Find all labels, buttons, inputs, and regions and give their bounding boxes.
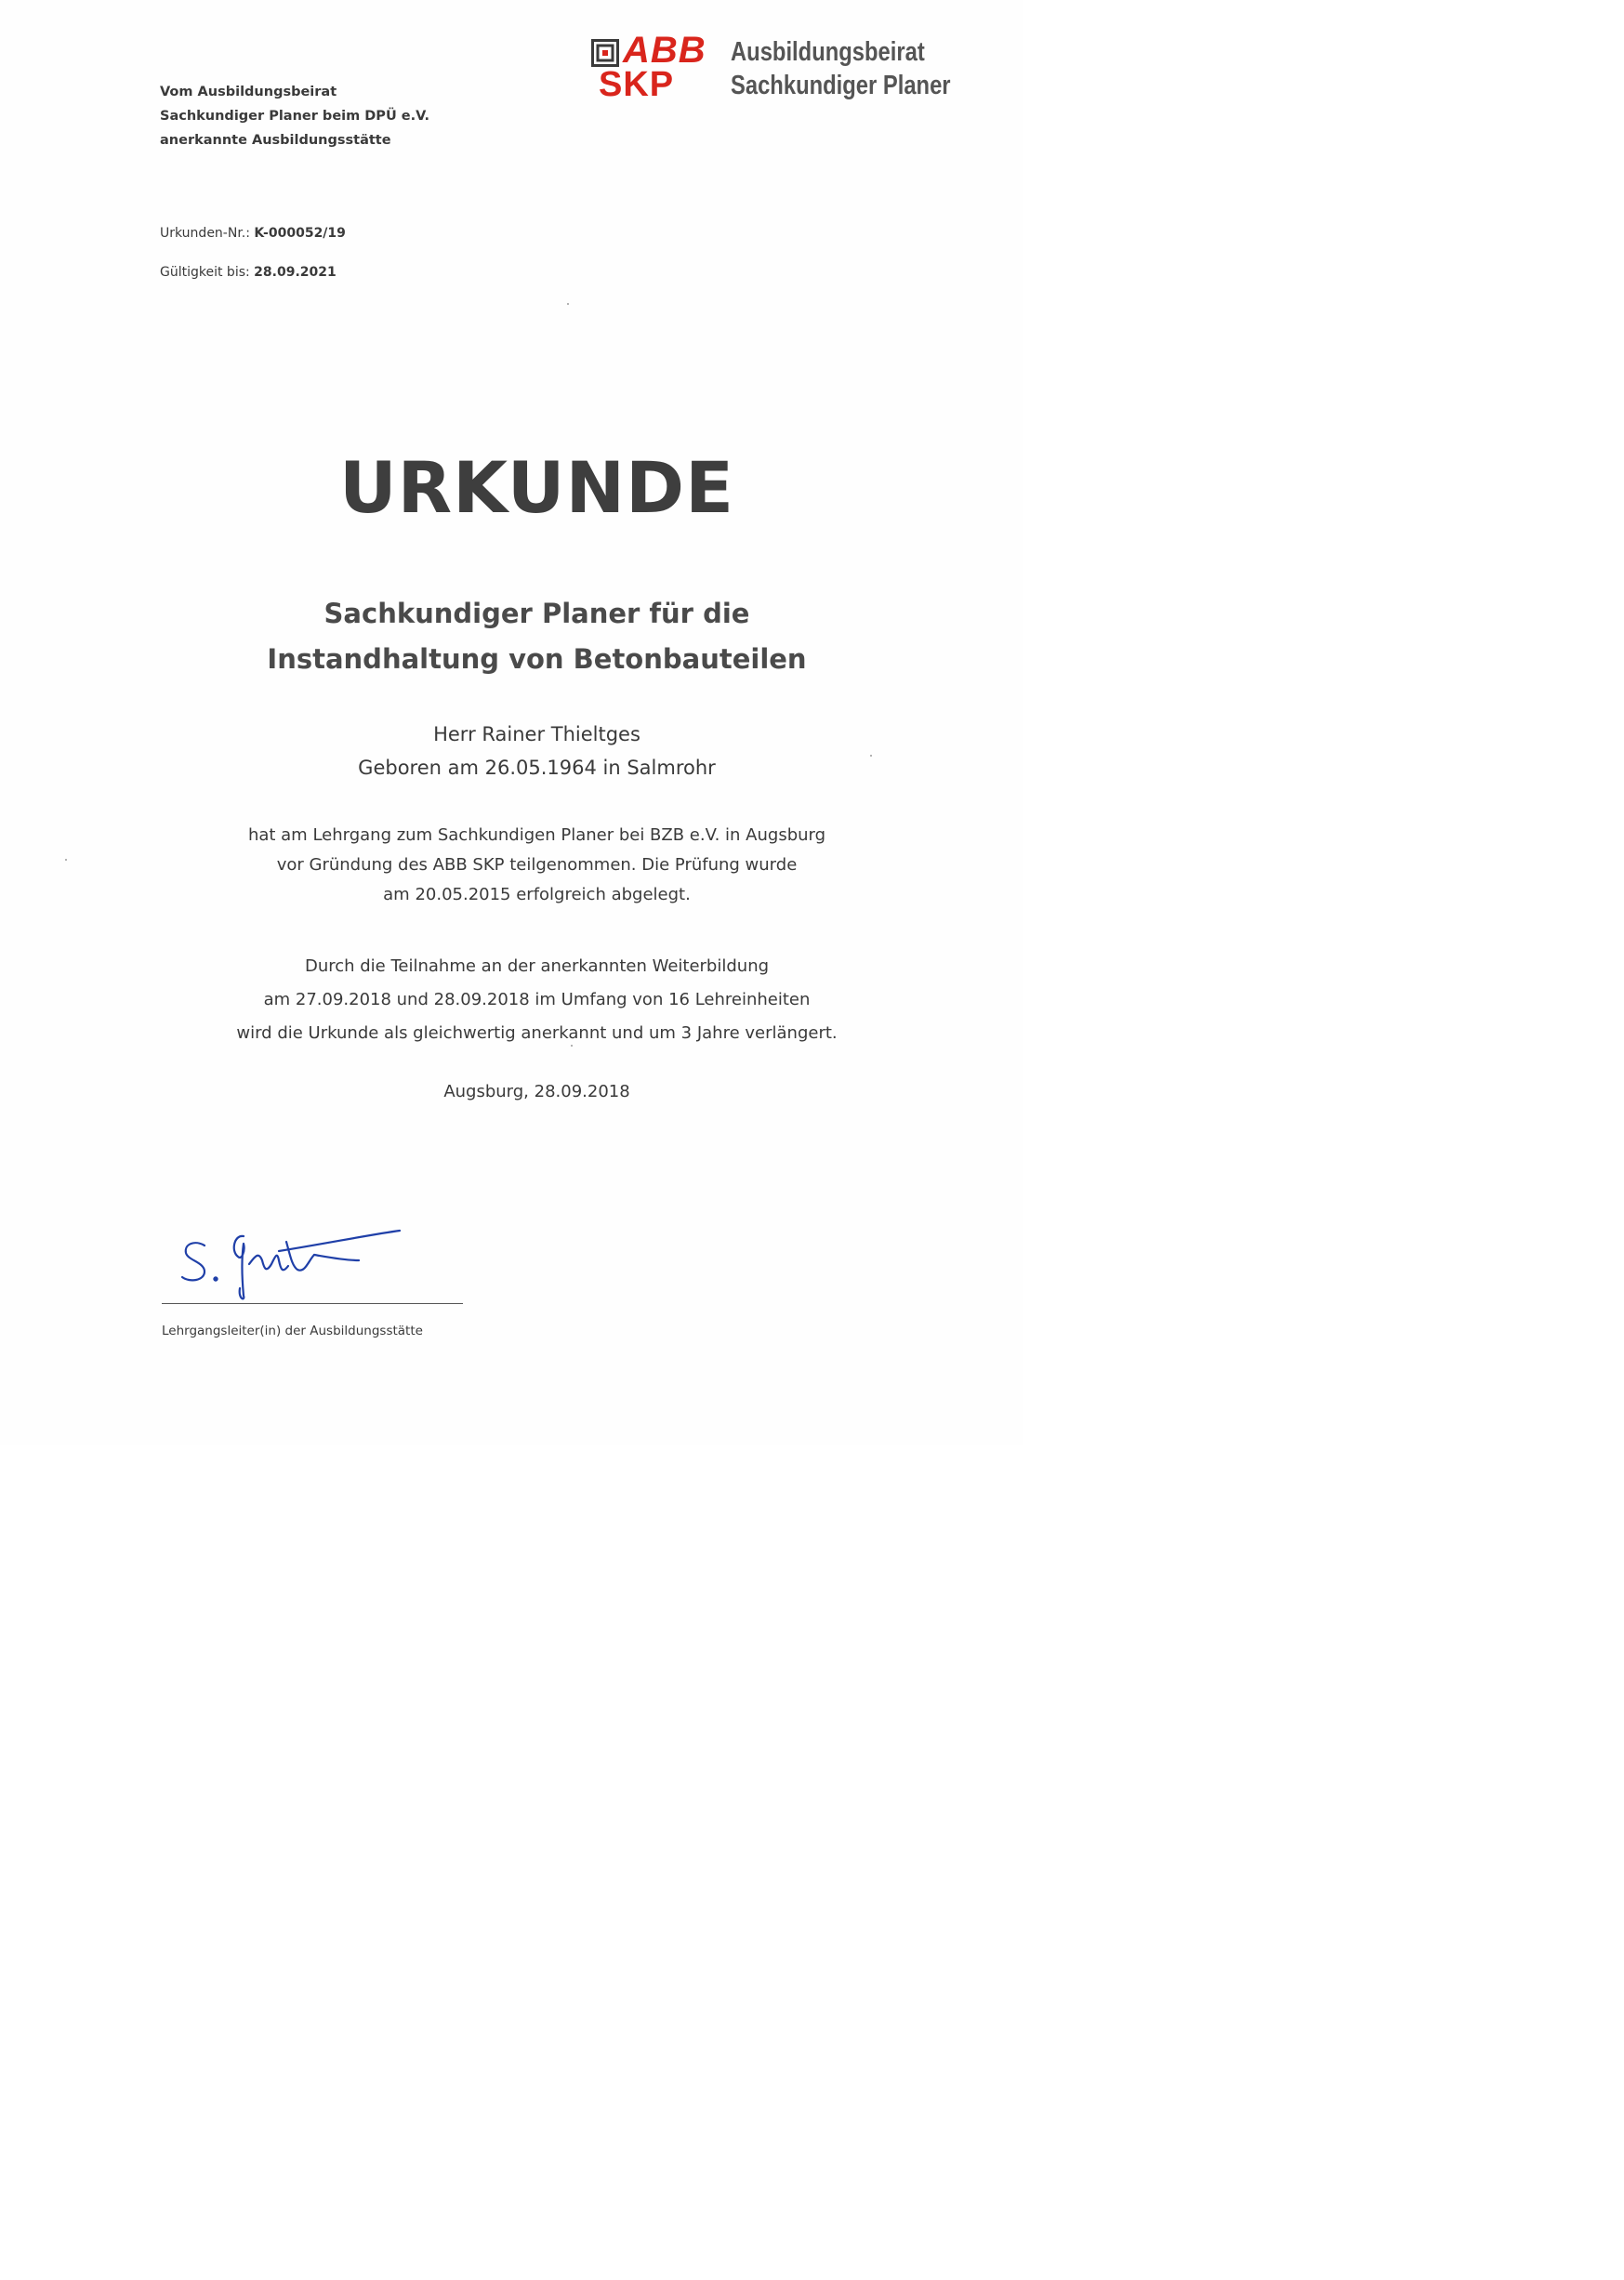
qualification-title <box>0 591 1074 682</box>
renewal-line-3: wird die Urkunde als gleichwertig anerkannt und um 3 Jahre verlängert. <box>236 1023 838 1043</box>
scan-speck <box>870 755 872 757</box>
validity-value: 28.09.2021 <box>254 265 337 280</box>
logo-line-2: Sachkundiger Planer <box>731 71 951 100</box>
certificate-number <box>160 226 346 241</box>
recipient-block <box>0 718 1074 784</box>
renewal-paragraph <box>0 950 1074 1050</box>
logo-line-1: Ausbildungsbeirat <box>731 37 925 67</box>
validity <box>160 265 337 280</box>
logo-square-icon <box>591 39 619 67</box>
scan-speck <box>571 1045 573 1047</box>
place-date: Augsburg, 28.09.2018 <box>443 1082 630 1101</box>
signature-line <box>162 1303 463 1304</box>
exam-line-1: hat am Lehrgang zum Sachkundigen Planer bei BZB e.V. in Augsburg <box>247 825 826 845</box>
issuer-line-2: Sachkundiger Planer beim DPÜ e.V. <box>160 109 429 124</box>
scan-speck <box>567 303 569 305</box>
certificate-number-label: Urkunden-Nr.: <box>160 226 250 241</box>
validity-label: Gültigkeit bis: <box>160 265 250 280</box>
document-title: URKUNDE <box>338 446 735 529</box>
exam-paragraph <box>0 821 1074 910</box>
renewal-line-2: am 27.09.2018 und 28.09.2018 im Umfang von 16 Lehreinheiten <box>263 990 811 1009</box>
abb-skp-logo <box>591 30 951 104</box>
exam-line-2: vor Gründung des ABB SKP teilgenommen. Die Prüfung wurde <box>276 855 798 875</box>
certificate-number-value: K-000052/19 <box>254 226 346 241</box>
issuer-line-1: Vom Ausbildungsbeirat <box>160 85 337 99</box>
logo-skp-text: SKP <box>599 65 675 104</box>
exam-line-3: am 20.05.2015 erfolgreich abgelegt. <box>383 885 691 904</box>
logo-abb-text: ABB <box>623 30 706 71</box>
recipient-birth: Geboren am 26.05.1964 in Salmrohr <box>358 757 716 779</box>
signature-caption: Lehrgangsleiter(in) der Ausbildungsstätte <box>162 1324 423 1338</box>
qualification-line-1: Sachkundiger Planer für die <box>323 598 750 629</box>
recipient-name: Herr Rainer Thieltges <box>433 723 640 745</box>
qualification-line-2: Instandhaltung von Betonbauteilen <box>267 643 807 675</box>
issuer-line-3: anerkannte Ausbildungsstätte <box>160 133 391 148</box>
scan-speck <box>65 859 67 861</box>
issuer-block <box>160 80 429 152</box>
certificate-page <box>0 0 1023 1445</box>
handwritten-signature <box>177 1223 409 1307</box>
renewal-line-1: Durch die Teilnahme an der anerkannten Weiterbildung <box>304 956 770 976</box>
